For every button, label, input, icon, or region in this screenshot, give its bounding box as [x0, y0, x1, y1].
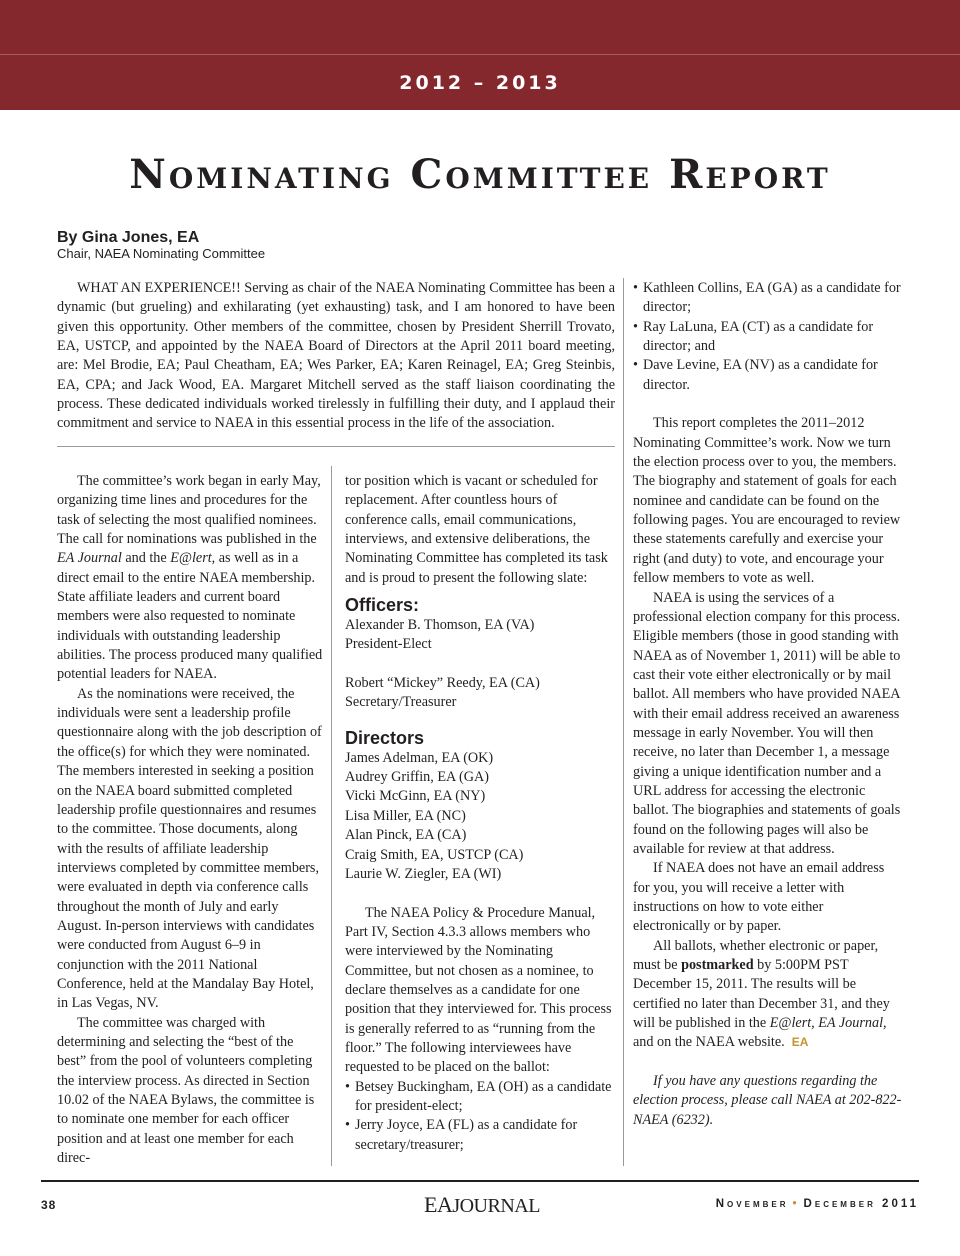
candidate-item: • Dave Levine, EA (NV) as a candidate for director.: [633, 356, 903, 395]
column-3: [633, 279, 903, 1130]
author-role: Chair, NAEA Nominating Committee: [57, 246, 266, 261]
postmarked-emphasis: postmarked: [681, 957, 754, 974]
directors-list: [345, 749, 615, 884]
banner-divider: [0, 54, 960, 55]
column-divider-1: [331, 466, 332, 1166]
officers-heading: Officers:: [345, 595, 420, 616]
candidate-item: • Betsey Buckingham, EA (OH) as a candidate for president-elect;: [345, 1078, 615, 1117]
candidate-item: • Jerry Joyce, EA (FL) as a candidate for secretary/treasurer;: [345, 1116, 615, 1155]
footer-divider: [41, 1180, 919, 1182]
col2-paragraph-1: tor position which is vacant or scheduled for replacement. After countless hours of conference calls, email communications, interviews, and extensive deliberations, the Nominating Committee has completed its task and is proud to present the following slate:: [345, 473, 608, 586]
officer-entry: [345, 674, 615, 713]
director-name: James Adelman, EA (OK): [345, 749, 494, 766]
director-name: Alan Pinck, EA (CA): [345, 827, 467, 844]
banner-years: 2012 – 2013: [399, 72, 561, 94]
intro-divider: [57, 446, 615, 447]
officer-name: Alexander B. Thomson, EA (VA): [345, 617, 535, 634]
page-number: 38: [41, 1198, 57, 1212]
closing-note: If you have any questions regarding the election process, please call NAEA at 202-822-NAEA (6232).: [633, 1073, 902, 1128]
ea-journal-logo: EAJOURNAL: [424, 1192, 540, 1217]
col3-paragraph-4: All ballots, whether electronic or paper, must be postmarked by 5:00PM PST December 15, 2011. The results will be certified no later than December 31, and they will be published in the E@lert, EA Journal, and on the NAEA website. EA: [633, 937, 890, 1051]
director-name: Craig Smith, EA, USTCP (CA): [345, 846, 524, 863]
officer-entry: [345, 616, 615, 655]
candidate-item: • Kathleen Collins, EA (GA) as a candidate for director;: [633, 279, 903, 318]
col3-paragraph-2: NAEA is using the services of a professional election company for this process. Eligible members (those in good standing with NAEA as of November 1, 2011) will be able to cast their vote either electronically or by mail ballot. All members who have provided NAEA with their email address received an awareness message in early November. You will then receive, no later than December 1, a message giving a unique identification number and a URL address for accessing the electronic ballot. The biographies and statements of goals found on the following pages will also be available for review at that address.: [633, 589, 901, 857]
article-title: Nominating Committee Report: [129, 151, 831, 198]
candidate-list: [345, 1078, 615, 1155]
col3-paragraph-3: If NAEA does not have an email address for you, you will receive a letter with instructions on how to vote either electronically or by paper.: [633, 860, 885, 935]
officer-name: Robert “Mickey” Reedy, EA (CA): [345, 675, 540, 692]
header-banner: [0, 0, 960, 110]
officer-title: President-Elect: [345, 636, 432, 653]
alert-name: E@lert: [170, 550, 212, 567]
author-byline: By Gina Jones, EA: [57, 229, 200, 246]
directors-heading: Directors: [345, 727, 425, 748]
officer-title: Secretary/Treasurer: [345, 694, 457, 711]
publication-names: E@lert, EA Journal: [769, 1015, 884, 1032]
candidate-list-continued: [633, 279, 903, 395]
col2-paragraph-2: The NAEA Policy & Procedure Manual, Part IV, Section 4.3.3 allows members who were interviewed by the Nominating Committee, but not chosen as a nominee, to declare themselves as a candidate for one position that they interviewed for. This process is generally referred to as “running from the floor.” The following interviewees have requested to be placed on the ballot:: [345, 904, 612, 1076]
director-name: Vicki McGinn, EA (NY): [345, 788, 486, 805]
director-name: Laurie W. Ziegler, EA (WI): [345, 865, 502, 882]
journal-name: EA Journal: [57, 550, 122, 567]
col1-paragraph-3: The committee was charged with determining and selecting the “best of the best” from the pool of volunteers completing the interview process. As directed in Section 10.02 of the NAEA Bylaws, the committee is to nominate one member for each officer position and at least one member for each direc-: [57, 1014, 315, 1167]
director-name: Audrey Griffin, EA (GA): [345, 769, 489, 786]
column-divider-2: [623, 278, 624, 1166]
candidate-item: • Ray LaLuna, EA (CT) as a candidate for director; and: [633, 318, 903, 357]
issue-date: November • December 2011: [715, 1198, 919, 1210]
col3-paragraph-1: This report completes the 2011–2012 Nominating Committee’s work. Now we turn the election process over to you, the members. The biography and statement of goals for each nominee and candidate can be found on the following pages. You are encouraged to review these statements carefully and exercise your right (and duty) to vote, and encourage your fellow members to vote as well.: [633, 415, 901, 587]
intro-paragraph: WHAT AN EXPERIENCE!! Serving as chair of the NAEA Nominating Committee has been a dynamic (but grueling) and exhilarating (yet exhausting) task, and I am honored to have been given this opportunity. Other members of the committee, chosen by President Sherrill Trovato, EA, USTCP, and appointed by the NAEA Board of Directors at the April 2011 board meeting, are: Mel Brodie, EA; Paul Cheatham, EA; Wes Parker, EA; Karen Reinagel, EA; Greg Steinbis, EA, CPA; and Jack Wood, EA. Margaret Mitchell served as the staff liaison coordinating the process. These dedicated individuals worked tirelessly in fulfilling their duty, and I applaud their commitment and service to NAEA in this essential process in the life of the association.: [57, 280, 615, 432]
director-name: Lisa Miller, EA (NC): [345, 807, 466, 824]
col1-paragraph-2: As the nominations were received, the individuals were sent a leadership profile questionnaire along with the job description of the office(s) for which they were nominated. The members interested in seeking a position on the NAEA board submitted completed leadership profile questionnaires and resumes to the committee. Those documents, along with the results of affiliate leadership interviews completed by committee members, were evaluated in depth via conference calls throughout the month of July and early August. In-person interviews with candidates were conducted from August 6–9 in conjunction with the 2011 National Conference, held at the Mandalay Bay Hotel, in Las Vegas, NV.: [57, 685, 322, 1012]
column-1: [57, 472, 323, 1168]
column-2: [345, 472, 615, 1155]
col1-paragraph-1: The committee’s work began in early May, organizing time lines and procedures for the task of selecting the most qualified nominees. The call for nominations was published in the EA Journal and the E@lert, as well as in a direct email to the entire NAEA membership. State affiliate leaders and current board members were also requested to nominate individuals with outstanding leadership abilities. The process produced many qualified potential leaders for NAEA.: [57, 473, 323, 683]
end-mark-icon: EA: [791, 1035, 809, 1050]
